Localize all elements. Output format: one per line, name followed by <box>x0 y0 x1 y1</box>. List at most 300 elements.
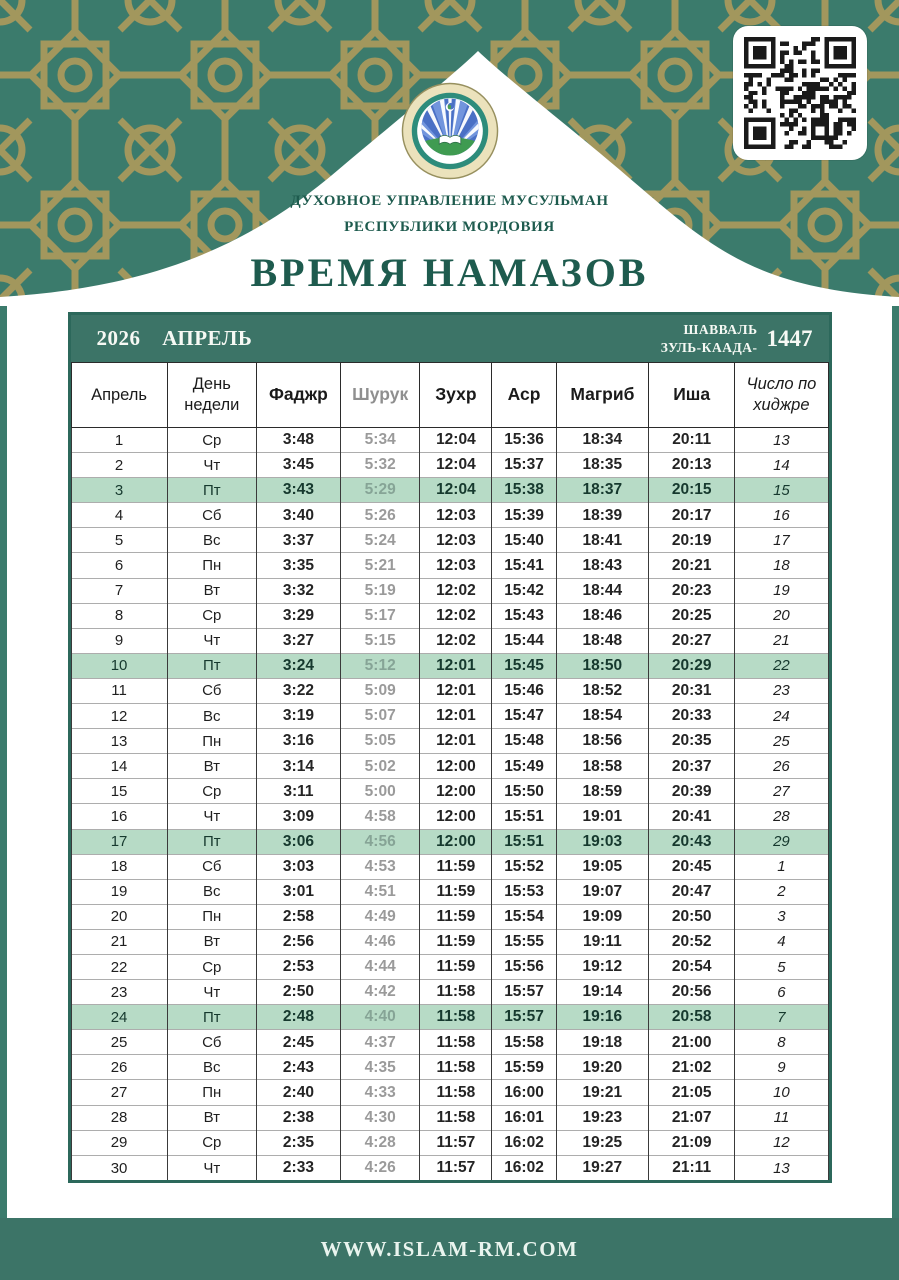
cell-day: 2 <box>71 453 167 478</box>
cell-shuruk: 5:07 <box>340 704 419 729</box>
prayer-times-row <box>71 704 828 729</box>
cell-day: 23 <box>71 980 167 1005</box>
cell-fajr: 2:50 <box>256 980 340 1005</box>
cell-hijri: 10 <box>735 1080 828 1105</box>
cell-zuhr: 12:00 <box>420 779 492 804</box>
cell-asr: 15:41 <box>492 553 556 578</box>
cell-isha: 20:13 <box>649 453 735 478</box>
cell-day: 24 <box>71 1005 167 1030</box>
cell-isha: 20:31 <box>649 678 735 703</box>
cell-wd: Пт <box>167 478 256 503</box>
cell-maghrib: 19:20 <box>556 1055 648 1080</box>
cell-shuruk: 5:02 <box>340 754 419 779</box>
qr-code <box>733 26 867 160</box>
cell-asr: 16:00 <box>492 1080 556 1105</box>
month-header-bar <box>71 315 829 362</box>
column-header-isha: Иша <box>649 363 735 428</box>
cell-wd: Вт <box>167 929 256 954</box>
cell-wd: Сб <box>167 678 256 703</box>
cell-isha: 20:15 <box>649 478 735 503</box>
cell-maghrib: 19:07 <box>556 879 648 904</box>
column-header-day: Апрель <box>71 363 167 428</box>
cell-isha: 20:21 <box>649 553 735 578</box>
prayer-times-row <box>71 528 828 553</box>
cell-day: 25 <box>71 1030 167 1055</box>
cell-day: 1 <box>71 428 167 453</box>
org-logo <box>401 82 499 180</box>
prayer-times-row <box>71 1105 828 1130</box>
cell-hijri: 13 <box>735 428 828 453</box>
cell-asr: 15:47 <box>492 704 556 729</box>
cell-wd: Ср <box>167 1130 256 1155</box>
cell-isha: 20:58 <box>649 1005 735 1030</box>
cell-wd: Сб <box>167 1030 256 1055</box>
cell-hijri: 2 <box>735 879 828 904</box>
cell-maghrib: 18:54 <box>556 704 648 729</box>
cell-wd: Пт <box>167 653 256 678</box>
cell-asr: 15:43 <box>492 603 556 628</box>
cell-wd: Вт <box>167 754 256 779</box>
cell-zuhr: 11:58 <box>420 1005 492 1030</box>
prayer-times-row <box>71 1005 828 1030</box>
cell-wd: Ср <box>167 779 256 804</box>
cell-isha: 20:23 <box>649 578 735 603</box>
cell-zuhr: 11:59 <box>420 879 492 904</box>
cell-maghrib: 19:01 <box>556 804 648 829</box>
cell-wd: Вс <box>167 704 256 729</box>
cell-maghrib: 19:11 <box>556 929 648 954</box>
prayer-times-row <box>71 904 828 929</box>
prayer-times-row <box>71 1030 828 1055</box>
cell-day: 11 <box>71 678 167 703</box>
cell-zuhr: 12:04 <box>420 428 492 453</box>
cell-isha: 20:11 <box>649 428 735 453</box>
cell-asr: 15:57 <box>492 980 556 1005</box>
cell-day: 22 <box>71 954 167 979</box>
cell-wd: Вс <box>167 1055 256 1080</box>
cell-asr: 15:53 <box>492 879 556 904</box>
cell-fajr: 3:32 <box>256 578 340 603</box>
prayer-times-row <box>71 478 828 503</box>
cell-maghrib: 19:18 <box>556 1030 648 1055</box>
cell-hijri: 7 <box>735 1005 828 1030</box>
cell-maghrib: 18:37 <box>556 478 648 503</box>
org-name-line2: РЕСПУБЛИКИ МОРДОВИЯ <box>344 219 555 236</box>
cell-asr: 15:52 <box>492 854 556 879</box>
cell-hijri: 14 <box>735 453 828 478</box>
hijri-month-2: ЗУЛЬ-КААДА- <box>660 339 758 355</box>
cell-zuhr: 11:58 <box>420 1105 492 1130</box>
prayer-times-row <box>71 428 828 453</box>
cell-zuhr: 12:00 <box>420 754 492 779</box>
cell-day: 8 <box>71 603 167 628</box>
cell-hijri: 17 <box>735 528 828 553</box>
cell-maghrib: 19:16 <box>556 1005 648 1030</box>
cell-wd: Пт <box>167 1005 256 1030</box>
cell-fajr: 3:27 <box>256 628 340 653</box>
cell-shuruk: 5:21 <box>340 553 419 578</box>
cell-maghrib: 19:27 <box>556 1155 648 1180</box>
prayer-times-row <box>71 653 828 678</box>
column-header-asr: Аср <box>492 363 556 428</box>
cell-day: 14 <box>71 754 167 779</box>
cell-zuhr: 12:02 <box>420 628 492 653</box>
cell-shuruk: 4:30 <box>340 1105 419 1130</box>
cell-asr: 15:44 <box>492 628 556 653</box>
cell-zuhr: 12:00 <box>420 829 492 854</box>
cell-wd: Чт <box>167 980 256 1005</box>
column-header-zuhr: Зухр <box>420 363 492 428</box>
cell-isha: 20:52 <box>649 929 735 954</box>
cell-wd: Пт <box>167 829 256 854</box>
cell-zuhr: 12:02 <box>420 603 492 628</box>
cell-zuhr: 12:00 <box>420 804 492 829</box>
cell-zuhr: 12:03 <box>420 553 492 578</box>
prayer-times-row <box>71 729 828 754</box>
cell-asr: 15:51 <box>492 829 556 854</box>
cell-fajr: 3:09 <box>256 804 340 829</box>
cell-asr: 15:54 <box>492 904 556 929</box>
prayer-times-row <box>71 578 828 603</box>
cell-asr: 15:48 <box>492 729 556 754</box>
cell-shuruk: 5:34 <box>340 428 419 453</box>
header-band <box>0 0 899 306</box>
prayer-times-row <box>71 553 828 578</box>
cell-hijri: 5 <box>735 954 828 979</box>
cell-isha: 20:43 <box>649 829 735 854</box>
cell-shuruk: 5:00 <box>340 779 419 804</box>
cell-asr: 15:36 <box>492 428 556 453</box>
cell-shuruk: 5:09 <box>340 678 419 703</box>
cell-day: 18 <box>71 854 167 879</box>
cell-fajr: 3:16 <box>256 729 340 754</box>
cell-fajr: 2:48 <box>256 1005 340 1030</box>
cell-shuruk: 4:37 <box>340 1030 419 1055</box>
cell-day: 5 <box>71 528 167 553</box>
cell-maghrib: 19:25 <box>556 1130 648 1155</box>
cell-maghrib: 18:41 <box>556 528 648 553</box>
cell-isha: 20:27 <box>649 628 735 653</box>
cell-zuhr: 11:59 <box>420 929 492 954</box>
cell-hijri: 11 <box>735 1105 828 1130</box>
cell-wd: Сб <box>167 854 256 879</box>
cell-shuruk: 5:19 <box>340 578 419 603</box>
cell-maghrib: 18:58 <box>556 754 648 779</box>
cell-shuruk: 5:24 <box>340 528 419 553</box>
org-name-line1: ДУХОВНОЕ УПРАВЛЕНИЕ МУСУЛЬМАН <box>290 193 609 209</box>
cell-zuhr: 12:03 <box>420 503 492 528</box>
cell-isha: 20:50 <box>649 904 735 929</box>
cell-day: 21 <box>71 929 167 954</box>
cell-shuruk: 4:44 <box>340 954 419 979</box>
prayer-times-row <box>71 754 828 779</box>
cell-asr: 15:49 <box>492 754 556 779</box>
cell-fajr: 3:45 <box>256 453 340 478</box>
cell-isha: 20:35 <box>649 729 735 754</box>
cell-maghrib: 19:14 <box>556 980 648 1005</box>
cell-day: 20 <box>71 904 167 929</box>
cell-fajr: 2:40 <box>256 1080 340 1105</box>
cell-maghrib: 19:03 <box>556 829 648 854</box>
cell-fajr: 3:06 <box>256 829 340 854</box>
cell-hijri: 26 <box>735 754 828 779</box>
cell-maghrib: 18:52 <box>556 678 648 703</box>
cell-isha: 20:54 <box>649 954 735 979</box>
cell-zuhr: 11:58 <box>420 1030 492 1055</box>
cell-hijri: 16 <box>735 503 828 528</box>
cell-zuhr: 11:59 <box>420 854 492 879</box>
cell-isha: 21:00 <box>649 1030 735 1055</box>
cell-isha: 20:33 <box>649 704 735 729</box>
cell-wd: Ср <box>167 603 256 628</box>
cell-zuhr: 11:58 <box>420 1080 492 1105</box>
cell-isha: 20:25 <box>649 603 735 628</box>
cell-wd: Чт <box>167 804 256 829</box>
cell-wd: Вс <box>167 879 256 904</box>
cell-asr: 15:40 <box>492 528 556 553</box>
cell-shuruk: 5:17 <box>340 603 419 628</box>
column-header-wd: День недели <box>167 363 256 428</box>
cell-maghrib: 18:56 <box>556 729 648 754</box>
cell-zuhr: 11:58 <box>420 980 492 1005</box>
cell-hijri: 13 <box>735 1155 828 1180</box>
cell-wd: Ср <box>167 954 256 979</box>
cell-fajr: 2:58 <box>256 904 340 929</box>
cell-shuruk: 5:29 <box>340 478 419 503</box>
cell-maghrib: 18:35 <box>556 453 648 478</box>
month-name: АПРЕЛЬ <box>162 326 253 350</box>
cell-asr: 15:37 <box>492 453 556 478</box>
cell-shuruk: 5:15 <box>340 628 419 653</box>
cell-wd: Чт <box>167 453 256 478</box>
website-url: WWW.ISLAM-RM.COM <box>320 1236 579 1261</box>
cell-day: 10 <box>71 653 167 678</box>
cell-maghrib: 18:48 <box>556 628 648 653</box>
cell-fajr: 3:35 <box>256 553 340 578</box>
cell-day: 9 <box>71 628 167 653</box>
cell-asr: 15:56 <box>492 954 556 979</box>
prayer-times-row <box>71 829 828 854</box>
cell-asr: 16:02 <box>492 1130 556 1155</box>
cell-fajr: 2:45 <box>256 1030 340 1055</box>
prayer-times-row <box>71 929 828 954</box>
cell-hijri: 29 <box>735 829 828 854</box>
cell-day: 28 <box>71 1105 167 1130</box>
cell-fajr: 3:11 <box>256 779 340 804</box>
cell-isha: 20:56 <box>649 980 735 1005</box>
prayer-times-row <box>71 503 828 528</box>
prayer-times-row <box>71 980 828 1005</box>
cell-maghrib: 18:46 <box>556 603 648 628</box>
cell-asr: 15:51 <box>492 804 556 829</box>
cell-maghrib: 18:50 <box>556 653 648 678</box>
cell-day: 30 <box>71 1155 167 1180</box>
cell-maghrib: 18:59 <box>556 779 648 804</box>
cell-asr: 15:42 <box>492 578 556 603</box>
cell-zuhr: 11:59 <box>420 954 492 979</box>
cell-shuruk: 4:40 <box>340 1005 419 1030</box>
cell-day: 7 <box>71 578 167 603</box>
cell-maghrib: 18:39 <box>556 503 648 528</box>
cell-hijri: 25 <box>735 729 828 754</box>
cell-maghrib: 18:43 <box>556 553 648 578</box>
cell-asr: 16:02 <box>492 1155 556 1180</box>
cell-maghrib: 19:21 <box>556 1080 648 1105</box>
cell-asr: 15:45 <box>492 653 556 678</box>
column-header-hijri: Число по хиджре <box>735 363 828 428</box>
cell-zuhr: 12:01 <box>420 704 492 729</box>
cell-shuruk: 4:53 <box>340 854 419 879</box>
prayer-times-row <box>71 1080 828 1105</box>
cell-wd: Пн <box>167 1080 256 1105</box>
cell-day: 16 <box>71 804 167 829</box>
cell-zuhr: 11:59 <box>420 904 492 929</box>
cell-fajr: 2:53 <box>256 954 340 979</box>
cell-day: 3 <box>71 478 167 503</box>
prayer-times-row <box>71 1055 828 1080</box>
cell-hijri: 21 <box>735 628 828 653</box>
cell-isha: 21:02 <box>649 1055 735 1080</box>
cell-maghrib: 18:34 <box>556 428 648 453</box>
cell-wd: Пн <box>167 553 256 578</box>
cell-fajr: 3:22 <box>256 678 340 703</box>
cell-hijri: 4 <box>735 929 828 954</box>
prayer-times-row <box>71 603 828 628</box>
cell-isha: 21:09 <box>649 1130 735 1155</box>
cell-hijri: 23 <box>735 678 828 703</box>
cell-shuruk: 4:42 <box>340 980 419 1005</box>
cell-shuruk: 4:28 <box>340 1130 419 1155</box>
cell-fajr: 3:29 <box>256 603 340 628</box>
page-title: ВРЕМЯ НАМАЗОВ <box>250 249 649 295</box>
cell-fajr: 2:38 <box>256 1105 340 1130</box>
cell-shuruk: 4:35 <box>340 1055 419 1080</box>
cell-day: 26 <box>71 1055 167 1080</box>
cell-isha: 20:19 <box>649 528 735 553</box>
cell-asr: 16:01 <box>492 1105 556 1130</box>
cell-isha: 20:45 <box>649 854 735 879</box>
cell-asr: 15:58 <box>492 1030 556 1055</box>
cell-isha: 20:47 <box>649 879 735 904</box>
cell-hijri: 28 <box>735 804 828 829</box>
cell-asr: 15:55 <box>492 929 556 954</box>
cell-zuhr: 12:01 <box>420 729 492 754</box>
cell-day: 15 <box>71 779 167 804</box>
cell-isha: 20:29 <box>649 653 735 678</box>
cell-zuhr: 12:01 <box>420 653 492 678</box>
cell-hijri: 9 <box>735 1055 828 1080</box>
cell-zuhr: 11:58 <box>420 1055 492 1080</box>
cell-fajr: 3:43 <box>256 478 340 503</box>
cell-zuhr: 12:02 <box>420 578 492 603</box>
hijri-year: 1447 <box>766 325 813 351</box>
cell-day: 17 <box>71 829 167 854</box>
cell-fajr: 2:35 <box>256 1130 340 1155</box>
cell-fajr: 3:19 <box>256 704 340 729</box>
prayer-times-row <box>71 804 828 829</box>
column-header-shuruk: Шурук <box>340 363 419 428</box>
prayer-times-row <box>71 1130 828 1155</box>
cell-day: 6 <box>71 553 167 578</box>
cell-fajr: 3:37 <box>256 528 340 553</box>
cell-shuruk: 4:49 <box>340 904 419 929</box>
cell-shuruk: 5:05 <box>340 729 419 754</box>
cell-hijri: 20 <box>735 603 828 628</box>
prayer-times-row <box>71 854 828 879</box>
cell-hijri: 1 <box>735 854 828 879</box>
cell-shuruk: 4:33 <box>340 1080 419 1105</box>
prayer-times-row <box>71 628 828 653</box>
hijri-month-1: ШАВВАЛЬ <box>683 321 758 337</box>
table-header-row <box>71 363 828 428</box>
cell-shuruk: 4:46 <box>340 929 419 954</box>
cell-fajr: 3:24 <box>256 653 340 678</box>
cell-wd: Пн <box>167 904 256 929</box>
cell-wd: Чт <box>167 1155 256 1180</box>
cell-fajr: 3:01 <box>256 879 340 904</box>
prayer-times-row <box>71 954 828 979</box>
cell-shuruk: 5:26 <box>340 503 419 528</box>
cell-asr: 15:50 <box>492 779 556 804</box>
cell-maghrib: 18:44 <box>556 578 648 603</box>
cell-hijri: 24 <box>735 704 828 729</box>
cell-wd: Сб <box>167 503 256 528</box>
cell-isha: 20:41 <box>649 804 735 829</box>
prayer-times-row <box>71 1155 828 1180</box>
cell-asr: 15:46 <box>492 678 556 703</box>
cell-wd: Вс <box>167 528 256 553</box>
timetable-sheet <box>68 312 832 1183</box>
cell-day: 19 <box>71 879 167 904</box>
cell-asr: 15:39 <box>492 503 556 528</box>
cell-hijri: 12 <box>735 1130 828 1155</box>
cell-hijri: 22 <box>735 653 828 678</box>
cell-day: 12 <box>71 704 167 729</box>
cell-fajr: 3:40 <box>256 503 340 528</box>
cell-fajr: 2:56 <box>256 929 340 954</box>
cell-day: 27 <box>71 1080 167 1105</box>
cell-wd: Чт <box>167 628 256 653</box>
cell-day: 13 <box>71 729 167 754</box>
cell-hijri: 8 <box>735 1030 828 1055</box>
qr-code-icon <box>744 37 856 149</box>
column-header-fajr: Фаджр <box>256 363 340 428</box>
prayer-times-table <box>71 362 829 1180</box>
cell-isha: 20:39 <box>649 779 735 804</box>
cell-hijri: 18 <box>735 553 828 578</box>
cell-shuruk: 4:51 <box>340 879 419 904</box>
cell-fajr: 2:43 <box>256 1055 340 1080</box>
cell-hijri: 15 <box>735 478 828 503</box>
column-header-maghrib: Магриб <box>556 363 648 428</box>
cell-asr: 15:57 <box>492 1005 556 1030</box>
cell-maghrib: 19:12 <box>556 954 648 979</box>
cell-fajr: 3:03 <box>256 854 340 879</box>
prayer-times-row <box>71 453 828 478</box>
cell-zuhr: 12:04 <box>420 453 492 478</box>
prayer-times-row <box>71 678 828 703</box>
cell-fajr: 2:33 <box>256 1155 340 1180</box>
gregorian-year: 2026 <box>96 326 141 350</box>
cell-isha: 20:37 <box>649 754 735 779</box>
prayer-times-row <box>71 879 828 904</box>
cell-hijri: 3 <box>735 904 828 929</box>
footer-bar <box>0 1218 899 1280</box>
cell-wd: Пн <box>167 729 256 754</box>
cell-fajr: 3:14 <box>256 754 340 779</box>
cell-shuruk: 4:26 <box>340 1155 419 1180</box>
cell-shuruk: 4:56 <box>340 829 419 854</box>
